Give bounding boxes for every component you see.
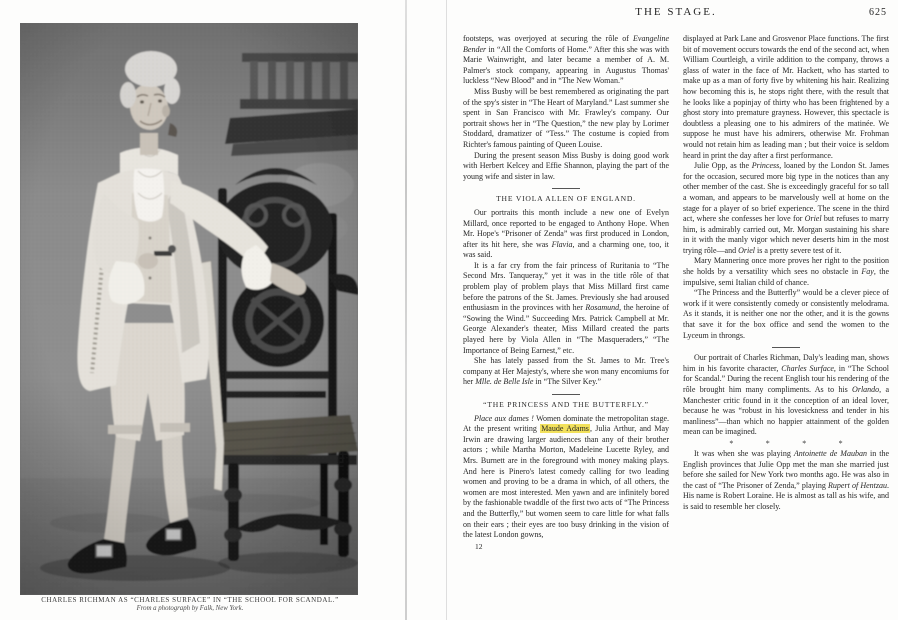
text-segment: Oriel — [804, 214, 822, 224]
text-segment: Charles Surface — [781, 363, 834, 373]
text-column-left — [463, 34, 669, 612]
paragraph — [683, 161, 889, 256]
text-segment: Mlle. de Belle Isle — [475, 377, 534, 387]
page-edge-line — [446, 0, 447, 620]
asterisk-divider — [729, 439, 842, 448]
section-heading: THE VIOLA ALLEN OF ENGLAND. — [496, 194, 636, 204]
text-segment: displayed at Park Lane and Grosvenor Place functions. The first bit of movement occurs towards the end of the second act, when William Courtleigh, a virile addition to the company, throws a glass of water in the face of Mr. Hackett, who has started to make up as a man of forty five by whitening his hair. Realizing how becoming this is, he stops right there, with the result that he looks like a popinjay of thirty who has been frightened by a ghost story into premature grayness. However, this spectacle is doubtless a pleasing one to his admirers of the matinée. We suppose he must have his admirers, otherwise Mr. Frohman would not retain him as leading man ; but their voice is seldom heard in print the day after a first performance. — [683, 34, 889, 160]
section-divider — [552, 394, 580, 395]
text-segment: Evangeline Bender — [463, 34, 669, 54]
text-segment: Rosamund — [585, 303, 620, 313]
text-segment: “The Princess and the Butterfly” would be a clever piece of work if it were consistently comedy or consistently melodrama. As it stands, it is neither one nor the other, and it is the gowns that save it for the box office and send the women to the Lyceum in throngs. — [683, 288, 889, 340]
text-segment: It is a far cry from the fair princess of Ruritania to “The Second Mrs. Tanqueray,” yet it was in the title rôle of that problem play of problem plays that Miss Millard first came before the patrons of the St. James. Previously she had aroused enthusiasm in the provinces with her — [463, 260, 669, 313]
search-highlight: Maude Adams — [541, 424, 589, 434]
paragraph — [463, 356, 669, 388]
photo-credit: From a photograph by Falk, New York. — [136, 605, 244, 612]
text-segment: During the present season Miss Busby is doing good work with Herbert Kelcey and Effie Shannon, playing the part of the young wife and sister in law. — [463, 150, 669, 181]
text-segment: Women dominate the metropolitan stage. At the present writing — [463, 413, 669, 434]
paragraph — [463, 414, 669, 541]
text-column-right — [683, 34, 889, 612]
text-segment: , the impulsive, semi Italian child of chance. — [683, 267, 889, 287]
text-segment: , a Manchester critic found in it the conception of an ideal lover, because he was “robust in his lovesickness and tender in his manliness”—than which no happier attainment of the golden mean can be imagined. — [683, 385, 889, 437]
paragraph — [683, 288, 889, 341]
page-gutter-shadow — [405, 0, 407, 620]
portrait-photo-illustration — [20, 23, 358, 595]
paragraph — [463, 261, 669, 356]
text-segment: Our portrait of Charles Richman, Daly's leading man, shows him in his favorite character, — [683, 353, 889, 373]
text-segment: Miss Busby will be best remembered as originating the part of the spy's sister in “The Heart of Maryland.” Last summer she spent in San Francisco with Mr. Frawley's company. Our portrait shows her in “The Question,” the new play by Lorimer Stoddard, dramatizer of “Tess.” The costume is copied from Richter's famous painting of Queen Louise. — [463, 86, 669, 149]
section-heading: “THE PRINCESS AND THE BUTTERFLY.” — [483, 400, 649, 409]
text-segment: Our portraits this month include a new one of Evelyn Millard, once reported to be engaged to Anthony Hope. When Mr. Hope's “Prisoner of Zenda” was first produced in London, after its hit here, she was — [463, 207, 669, 249]
text-segment: Rupert of Hentzau — [828, 480, 887, 490]
asterisk: * — [729, 438, 734, 448]
signature-mark: 12 — [475, 541, 483, 551]
text-segment: , in “The School for Scandal.” During the recent English tour his rendering of the rôle brought him many compliments. As to his — [683, 363, 889, 394]
paragraph — [463, 34, 669, 87]
text-segment: Julie Opp, as the — [694, 161, 752, 171]
right-page — [455, 0, 898, 620]
text-segment: , Julia Arthur, and May Irwin are drawing larger audiences than any of their brother actors ; while Martha Morton, Madeleine Lucette Ryley, and Mrs. Burnett are in the foreground with money making plays. And here is Pinero's latest comedy calling for two leading women and proving to be a drama in which, of all others, the women are most interested. Men yawn and are infinitely bored by the fashionable twaddle of the first two acts of “The Princess and the Butterfly,” but women seem to care little for what falls on their ears ; their eyes are too busy drinking in the vision of the latest London gowns, — [463, 424, 669, 540]
paragraph — [463, 87, 669, 151]
photo-caption: CHARLES RICHMAN AS “CHARLES SURFACE” IN “THE SCHOOL FOR SCANDAL.” — [41, 596, 339, 604]
text-segment: It was when she was playing — [694, 448, 794, 458]
text-segment: footsteps, was overjoyed at securing the rôle of — [463, 34, 634, 43]
paragraph — [683, 449, 889, 513]
text-segment: but refuses to marry him, is admirably carried out, Mr. Morgan sustaining his share in it with the manly vigor which never deserts him in the most trying rôle—and — [683, 214, 889, 255]
portrait-photograph — [20, 23, 358, 595]
text-segment: Place aux dames ! — [474, 413, 534, 423]
text-segment: in “The Silver Key.” — [533, 377, 602, 387]
running-title: THE STAGE. — [635, 6, 717, 18]
page-number: 625 — [869, 7, 887, 18]
text-segment: Antoinette de Mauban — [793, 448, 867, 458]
paragraph — [683, 256, 889, 288]
text-segment: , loaned by the London St. James for the occasion, secured more big type in the notices than any other member of the cast. She is exceedingly graceful for so tall a woman, and appears to be marvelously well at home on the stage for a player of so brief experience. The scene in the third act, where she confesses her love for — [683, 161, 889, 224]
text-segment: Mary Mannering once more proves her right to the position she holds by a versatility which sees no obstacle in — [683, 256, 889, 277]
paragraph — [463, 208, 669, 261]
asterisk: * — [765, 438, 770, 448]
text-segment: is a pretty severe test of it. — [755, 245, 842, 255]
text-segment: Fay — [861, 267, 874, 277]
page-header — [463, 6, 889, 22]
text-segment: Orlando — [852, 385, 880, 394]
asterisk: * — [838, 438, 843, 448]
text-segment: She has lately passed from the St. James to Mr. Tree's company at Her Majesty's, where she won many encomiums for her — [463, 356, 669, 387]
text-segment: , and a charming one, too, it was said. — [463, 239, 669, 260]
photo-caption-block — [10, 596, 370, 612]
text-segment: Princess — [751, 161, 780, 171]
text-segment: in “All the Comforts of Home.” After this she was with Marie Wainwright, and later became a member of A. M. Palmer's stock company, appearing in Augustus Thomas' luckless “New Blood” and in “The New Woman.” — [463, 44, 669, 86]
text-segment: Oriel — [738, 245, 755, 255]
text-columns — [463, 34, 889, 614]
paragraph — [683, 34, 889, 161]
section-divider — [552, 188, 580, 189]
text-segment: , the heroine of “Sowing the Wind.” Succeeding Mrs. Patrick Campbell at Mr. George Alexander's theater, Miss Millard created the parts played here by Viola Allen in “The Masqueraders,” “The Importance of Being Earnest,” etc. — [463, 303, 669, 355]
text-segment: Flavia — [551, 239, 573, 249]
paragraph — [463, 151, 669, 183]
section-divider — [772, 347, 800, 348]
paragraph — [683, 353, 889, 438]
asterisk: * — [802, 438, 807, 448]
text-segment: . His name is Robert Loraine. He is almost as tall as his wife, and is said to resemble her closely. — [683, 480, 889, 511]
text-segment: in the English provinces that Julie Opp met the man she married just before she sailed for New York two months ago. He was also in the cast of “The Prisoner of Zenda,” playing — [683, 448, 889, 490]
